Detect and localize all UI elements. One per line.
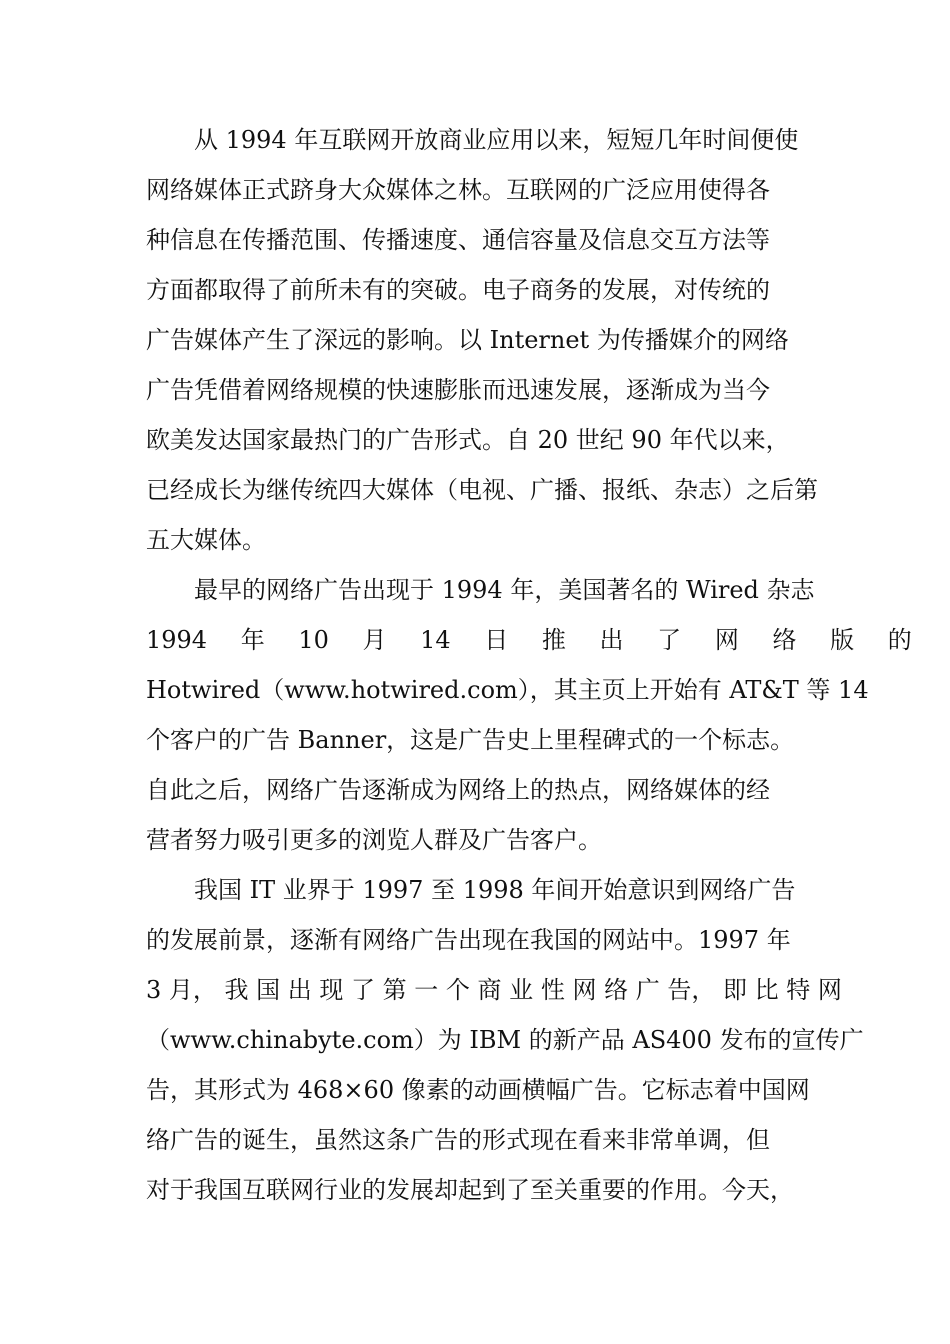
paragraph-line: 网络媒体正式跻身大众媒体之林。互联网的广泛应用使得各 (146, 176, 770, 204)
paragraph-line: 个客户的广告 Banner，这是广告史上里程碑式的一个标志。 (146, 726, 795, 754)
paragraph-line: Hotwired（www.hotwired.com），其主页上开始有 AT&T 等 14 (146, 676, 869, 704)
paragraph-2 (146, 565, 912, 865)
paragraph-line: 最早的网络广告出现于 1994 年，美国著名的 Wired 杂志 (194, 576, 815, 604)
paragraph-line: 对于我国互联网行业的发展却起到了至关重要的作用。今天， (146, 1176, 794, 1204)
paragraph-line: 广告凭借着网络规模的快速膨胀而迅速发展，逐渐成为当今 (146, 376, 770, 404)
paragraph-line: 我国 IT 业界于 1997 至 1998 年间开始意识到网络广告 (194, 876, 796, 904)
paragraph-line: 广告媒体产生了深远的影响。以 Internet 为传播媒介的网络 (146, 326, 789, 354)
paragraph-line: 从 1994 年互联网开放商业应用以来，短短几年时间便使 (194, 126, 799, 154)
paragraph-line: 方面都取得了前所未有的突破。电子商务的发展，对传统的 (146, 276, 770, 304)
paragraph-line: 自此之后，网络广告逐渐成为网络上的热点，网络媒体的经 (146, 776, 770, 804)
paragraph-line: 欧美发达国家最热门的广告形式。自 20 世纪 90 年代以来， (146, 426, 790, 454)
paragraph-line: 已经成长为继传统四大媒体（电视、广播、报纸、杂志）之后第 (146, 476, 818, 504)
paragraph-line: （www.chinabyte.com）为 IBM 的新产品 AS400 发布的宣传广 (146, 1026, 864, 1054)
body-text (146, 115, 912, 1215)
paragraph-line: 告，其形式为 468×60 像素的动画横幅广告。它标志着中国网 (146, 1076, 810, 1104)
paragraph-line: 五大媒体。 (146, 526, 266, 554)
paragraph-line: 营者努力吸引更多的浏览人群及广告客户。 (146, 826, 602, 854)
paragraph-line: 3 月， 我 国 出 现 了 第 一 个 商 业 性 网 络 广 告， 即 比 特 网 (146, 976, 842, 1004)
paragraph-line: 1994 年 10 月 14 日 推 出 了 网 络 版 的 (146, 626, 912, 654)
paragraph-3 (146, 865, 864, 1215)
paragraph-1 (146, 115, 818, 565)
paragraph-line: 的发展前景，逐渐有网络广告出现在我国的网站中。1997 年 (146, 926, 791, 954)
paragraph-line: 络广告的诞生，虽然这条广告的形式现在看来非常单调，但 (146, 1126, 770, 1154)
paragraph-line: 种信息在传播范围、传播速度、通信容量及信息交互方法等 (146, 226, 770, 254)
